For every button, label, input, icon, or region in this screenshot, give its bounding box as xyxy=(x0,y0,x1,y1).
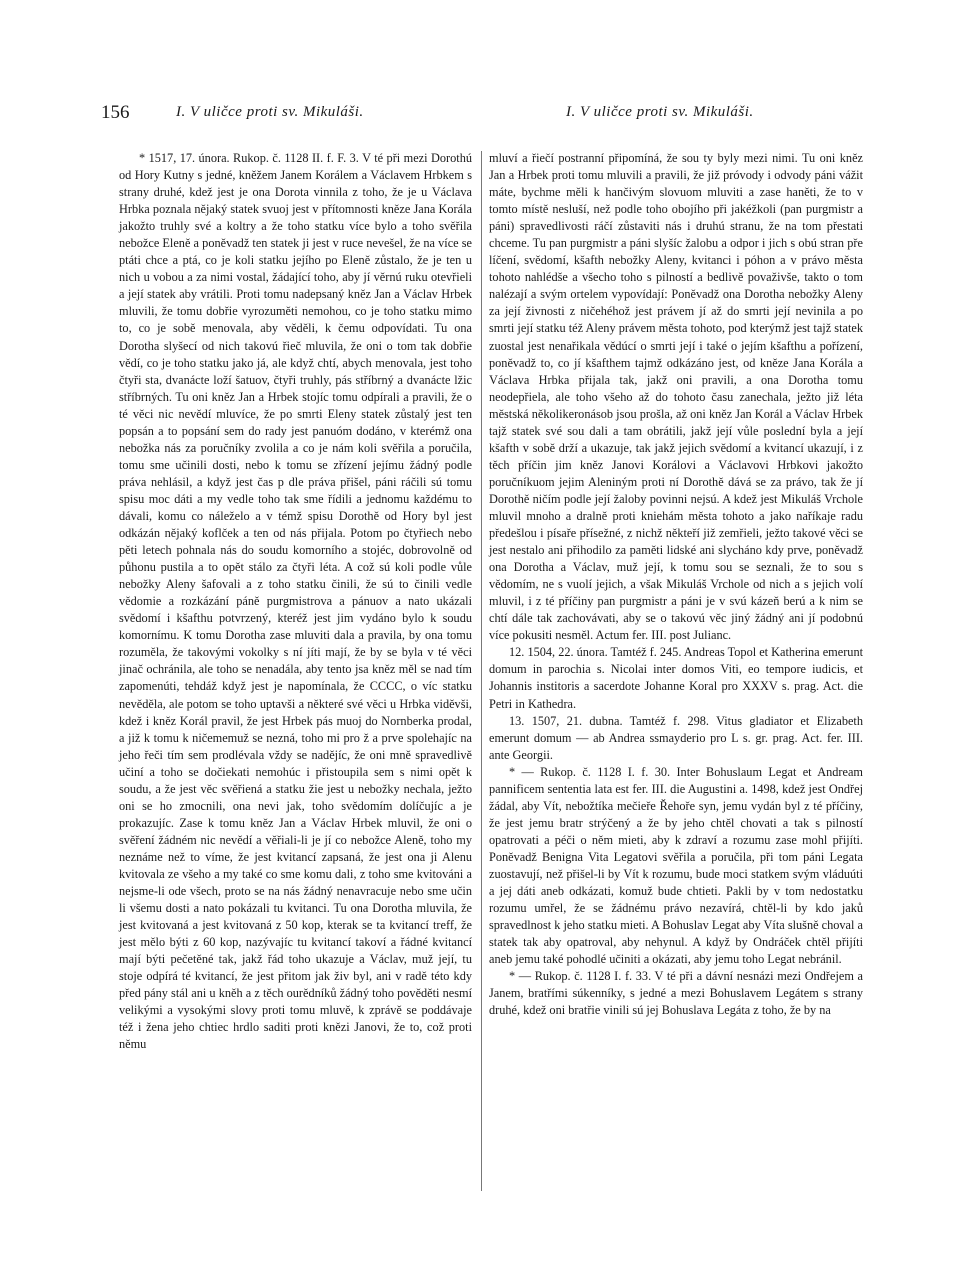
page-number: 156 xyxy=(101,102,130,123)
running-head-left: I. V uličce proti sv. Mikuláši. xyxy=(176,104,364,120)
entry-paragraph: * — Rukop. č. 1128 I. f. 33. V té při a dávní nesnázi mezi Ondřejem a Janem, bratřími súkenníky, s jedné a mezi Bohuslavem Legátem s strany druhé, kdež oni bratřie vinili sú jej Bohuslava Legáta z toho, že by na xyxy=(489,969,863,1018)
entry-paragraph: 12. 1504, 22. února. Tamtéž f. 245. Andreas Topol et Katherina emerunt domum in parochia s. Nicolai inter domos Viti, eo tempore iudicis, et Johannis institoris a sacerdote Johanne Koral pro XXXV s. prag. Act. die Petri in Kathedra. xyxy=(489,645,864,711)
left-column xyxy=(119,150,472,1053)
entry-paragraph: * — Rukop. č. 1128 I. f. 30. Inter Bohuslaum Legat et Andream pannificem sententia lata est fer. III. die Augustini a. 1498, kdež jest Ondřej žádal, aby Vít, nebožtíka mečieře Řehoře syn, jemu vydán byl z té příčiny, že jest jemu bratr strýčený a že by jeho chtěl chovati a tak s pilností opatrovati a péči o něm mieti, aby k zdraví a rozumu zase mohl přijíti. Poněvadž Benigna Vita Legatovi svěřila a poručila, při tom páni Legata zuostavují, než přišel-li by Vít k rozumu, bude moci statkem svým vláduúti a jej dáti aneb odkázati, komuž bude chtieti. Pakli by v tom nedostatku rozumu umřel, že se žádnému právo nezavírá, chtěl-li by kdo jaků spravedlnost k jeho statku mieti. A Bohuslav Legat aby Víta slušně choval a statek tak aby opatroval, aby nehynul. A když by Ondráček chtěl přijíti aneb jemu také pohodlé učiniti a okázati, aby jemu toho Legat nebránil. xyxy=(489,764,863,967)
entry-paragraph: * 1517, 17. února. Rukop. č. 1128 II. f. F. 3. V té při mezi Dorothú od Hory Kutny s jedné, kněžem Janem Korálem a Václavem Hrbkem s strany druhé, kdež jest je ona Dorota vinnila z toho, že je u Václava Hrbka poznala nějaký statek svuoj jest v přítomnosti kněze Jana Korála jakožto truhly své a koltry a že toho statku více bylo a toho svěřila nebožce Eleně a poněvadž ten statek ji jest v ruce nevešel, že na více se ptáti chce a ptá, co je koli statku jejího po Eleně zůstalo, že je ten u nich u vobou a za nimi vostal, žádající toho, aby jí věrnú ruku otevřieli a její statek aby vrátili. Proti tomu nadepsaný kněz Jan a Václav Hrbek mluvili, že tomu dobřie vyrozuměti nemohou, co je toho statku mimo to, co je sobě menovala, aby věděli, k čemu odpovídati. Tu ona Dorotha slyšecí od nich takovú řieč mluvila, že oni o tom tak dobřie vědí, co je toho statku jako já, ale když chtí, abych menovala, jest toho čtyři sta, dvanácte loží šatuov, čtyři truhly, pás stříbrný a dvanácte lžic stříbrných. Tu oni kněz Jan a Hrbek stojíc tomu odpírali a pravili, že o té věci nic nevědí mluvíce, že po smrti Eleny statek zůstalý jest ten popsán a to popsání sem do rady jest panuóm dodáno, v kterémž ona nebožka nás za poručníky zvolila a co je nám koli svěřila a poručila, tomu sme učinili dosti, nebo k tomu se zřízení jejímu žádný podle práva nehlásil, a když jest čas p dle práva přišel, páni ráčili sú tomu spisu moc dáti a my vedle toho tak sme řídili a jednomu každému to dávali, komu co náleželo a v témž spisu Dorothě od Hory byl jest odkázán nějaký koflček a ten od nás přijala. Potom po čtyřiech nebo pěti letech pohnala nás do soudu komorního a stojéc, dobrovolně od půhonu pustila a to opět stálo za čtyři léta. A což sú koli podle vůle nebožky Aleny šafovali a z toho statku činili, že sú to činili vedle vědomie a rozkázání páně purgmistrova a pánuov a nato ukázali svědomí i kšafthu potvrzený, kteréž jest jim vydáno bylo k soudu komornímu. K tomu Dorotha zase mluviti dala a pravila, by ona tomu rozuměla, že takovými vokolky s ní jíti mají, že by se byla v té věci jinač ochránila, ale toho se nenadála, aby tento jsa kněz měl se nad tím zapomenúti, tehdáž když jest je napomínala, že CCCC, o víc statku nevěděla, ale potom se toho uptavši a některé své věci u Hrbka viděvši, kdež i kněz Korál pravil, že jest Hrbek pás muoj do Nornberka prodal, a již k tomu k ničememuž se nezná, toho mi pro ž a prve spolehajíc na jeho řeči tím sem prodlévala vždy se nadějíc, že oni mně spravedlivě učiní a toho se dočiekati nemohúc i přistoupila sem s nimi opět k soudu, a že jest věc svěřiená a statku žie jest u nebožky nechala, ježto oni se ho zmocnili, ona nevi jak, toho svědomím dolíčujíc a je prokazujíc. Zase k tomu kněz Jan a Václav Hrbek mluvil, že oni o svěření žádném nic nevědí a věřiali-li je jí co nebožce Aleně, toho my neznáme než to víme, že jest kvitancí zapsaná, že jest ona ji Alenu kvitovala ze všeho a my také co sme komu dali, z toho sme kvitováni a nejsme-li ode všech, proto se na nás žádný nenavracuje nebo sme učin li všemu dosti a nato pokázali tu kvitanci. Tu ona Dorotha mluvila, že jest kvitovaná a jest kvitovaná z 50 kop, kterak se ta kvitancí treff, že jest mělo býti z 60 kop, nazývajíc tu kvitancí takoví a řádné kvitancí mají býti pečetěné tak, jakž řád toho ukazuje a Václav, muž její, tu stoje odpírá té kvitancí, že jest přitom jak živ byl, ani v radě této kdy před pány stál ani u kněh a z těch ourědníků žádný toho pověděti nesmí velikými a vysokými slovy proti tomu mluvě, k zprávě se poddávaje též i žena jeho chtiec hrdlo saditi proti knězi Janovi, že to, což proti němu xyxy=(119,151,472,1052)
continued-paragraph: mluví a řiečí postranní připomíná, že sou ty byly mezi nimi. Tu oni kněz Jan a Hrbek proti tomu mluvili a pravili, že již próvody i odvody páni vážit máte, bychme měli k hančivým slovuom mluviti a zase haněti, že to v tomto místě nesluší, než podle toho obojího při jakéžkoli (pan purgmistr a páni) spravedlivosti ráčí zůstaviti nás i druhú stranu, že na tom přestati chceme. Tu pan purgmistr a páni slyšíc žalobu a odpor i jich s obú stran pře líčení, svědomí, kšafth nebožky Aleny, kvitanci i póhon a v právo města tohoto nahlédše a všecho toho s pilností a bedlivě považivše, takto o tom nalézají a svým ortelem vypovídají: Poněvadž ona Dorotha nebožky Aleny za její živnosti z ničehéhož jest právem jí až do smrti její nevinila a po smrti její statku též Aleny právem města tohoto, pod kterýmž jest tajž statek zuostal jest nenařikala vědúcí o smrti její i také o jejím kšafthu a pořízení, poněvadž to, co jí kšafthem tajmž odkázáno jest, od kněze Jana Korála a Václava Hrbka přijala tak, jakž oni pravili, a ona Dorotha tomu neodepřiela, ale toho všeho až do tohoto času zanechala, ježto již léta městská několikeronásob jsou prošla, až oni kněz Jan Korál a Václav Hrbek tajž statek své sou dali a tam obrátili, jakž její vůle poslední byla a její kšafth v sobě drží a ukazuje, tak jakž jejich svědomí a kvitancí ukazují, i z těch příčin jim kněz Janovi Korálovi a Václavovi Hrbkovi jakožto poručníkuom jejim Aleniným proti ní Dorothě dává se za právo, tak že jí Dorothě ničím podle její žaloby povinni nejsú. A kdež jest Mikuláš Vrchole mluvil mnoho a dralně proti kniehám města tohoto a jako naříkaje radu předešlou i písaře přísežné, z nichž někteří již zemřieli, ježto takové věci se jest nestalo ani přihodilo za paměti lidské ani slycháno kdy prve, poněvadž ona Dorotha a Václav, muž její, k tomu sou se seznali, že to sou s vědomím, ne s vuolí jejich, a však Mikuláš Vrchole od nich a s jejich volí mluvil, i z té příčiny pan purgmistr a páni je v svú kázeň berú a k nim se chtí dále tak zachovávati, aby se o takovú věc jiný žádný ani jí podobnú více pokusiti nesměl. Actum fer. III. post Julianc. xyxy=(489,151,863,643)
running-head-right: I. V uličce proti sv. Mikuláši. xyxy=(566,104,754,120)
entry-paragraph: 13. 1507, 21. dubna. Tamtéž f. 298. Vitus gladiator et Elizabeth emerunt domum — ab Andrea ssmayderio pro L s. gr. prag. Act. fer. III. ante Georgii. xyxy=(489,713,863,762)
right-column xyxy=(489,150,863,1019)
column-divider xyxy=(481,151,482,1191)
page-header xyxy=(0,102,960,128)
